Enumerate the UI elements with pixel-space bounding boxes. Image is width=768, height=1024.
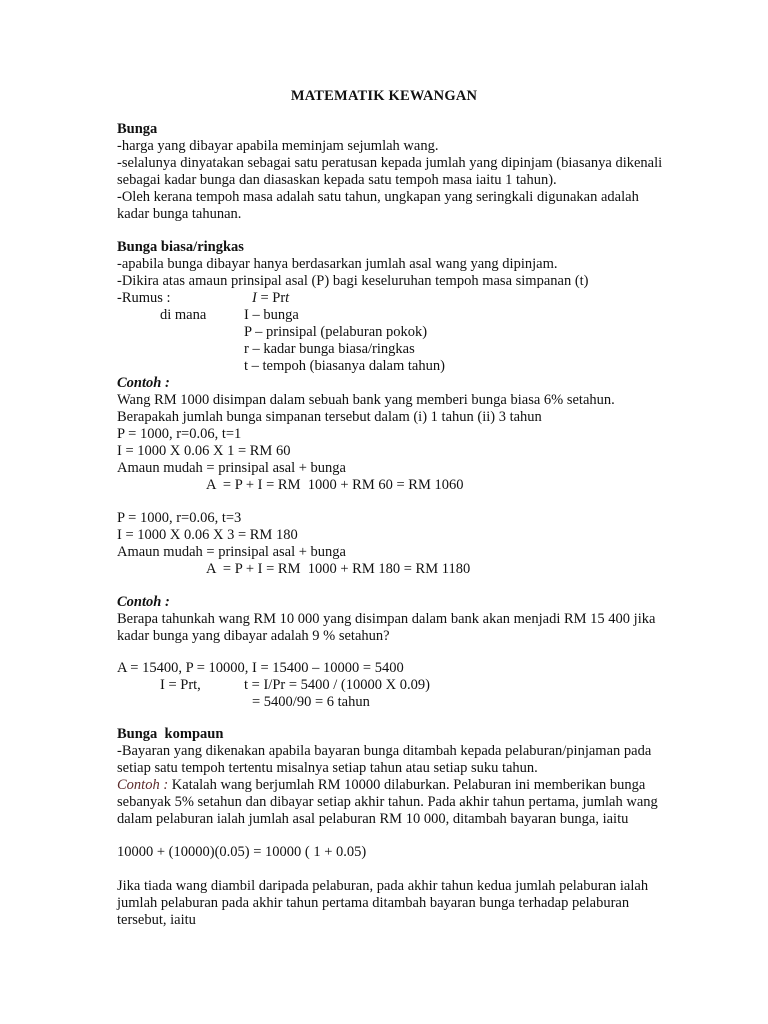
text-line: tersebut, iaitu xyxy=(117,912,196,928)
text-line: I = 1000 X 0.06 X 3 = RM 180 xyxy=(117,527,298,543)
text-line: Amaun mudah = prinsipal asal + bunga xyxy=(117,460,346,476)
text-line: Berapakah jumlah bunga simpanan tersebut dalam (i) 1 tahun (ii) 3 tahun xyxy=(117,409,542,425)
formula-lhs: I xyxy=(252,290,257,306)
text-line: kadar bunga tahunan. xyxy=(117,206,242,222)
formula-simple-interest xyxy=(252,290,289,307)
definition-line: r – kadar bunga biasa/ringkas xyxy=(244,341,415,357)
result-line: A = P + I = RM 1000 + RM 180 = RM 1180 xyxy=(206,561,471,577)
text-line: I = 1000 X 0.06 X 1 = RM 60 xyxy=(117,443,291,459)
definition-line: t – tempoh (biasanya dalam tahun) xyxy=(244,358,445,374)
text-line: sebanyak 5% setahun dan dibayar setiap akhir tahun. Pada akhir tahun pertama, jumlah wang xyxy=(117,794,658,810)
page-title: MATEMATIK KEWANGAN xyxy=(290,88,478,104)
text-line: Berapa tahunkah wang RM 10 000 yang disimpan dalam bank akan menjadi RM 15 400 jika xyxy=(117,611,656,627)
text-line: -apabila bunga dibayar hanya berdasarkan jumlah asal wang yang dipinjam. xyxy=(117,256,558,272)
text-line: -harga yang dibayar apabila meminjam sejumlah wang. xyxy=(117,138,439,154)
contoh-label: Contoh : xyxy=(117,375,170,391)
equation-line: 10000 + (10000)(0.05) = 10000 ( 1 + 0.05) xyxy=(117,844,367,860)
section-heading-bunga-biasa: Bunga biasa/ringkas xyxy=(117,239,244,255)
text-line: -selalunya dinyatakan sebagai satu peratusan kepada jumlah yang dipinjam (biasanya dikenali xyxy=(117,155,663,171)
rumus-label: -Rumus : xyxy=(117,290,171,306)
text-line: P = 1000, r=0.06, t=3 xyxy=(117,510,242,526)
calc-line: I = Prt, xyxy=(160,677,201,693)
contoh-label: Contoh : xyxy=(117,594,170,610)
section-heading-bunga: Bunga xyxy=(117,121,158,137)
text-line: Amaun mudah = prinsipal asal + bunga xyxy=(117,544,346,560)
result-line: A = P + I = RM 1000 + RM 60 = RM 1060 xyxy=(206,477,464,493)
text-line: kadar bunga yang dibayar adalah 9 % setahun? xyxy=(117,628,390,644)
contoh-label: Contoh : xyxy=(117,777,169,793)
text-line: Wang RM 1000 disimpan dalam sebuah bank yang memberi bunga biasa 6% setahun. xyxy=(117,392,615,408)
text-line: -Bayaran yang dikenakan apabila bayaran bunga ditambah kepada pelaburan/pinjaman pada xyxy=(117,743,652,759)
text-line: Jika tiada wang diambil daripada pelaburan, pada akhir tahun kedua jumlah pelaburan ialah xyxy=(117,878,649,894)
section-heading-bunga-kompaun: Bunga kompaun xyxy=(117,726,224,742)
text-line: setiap satu tempoh tertentu misalnya setiap tahun atau setiap suku tahun. xyxy=(117,760,538,776)
text-line: jumlah pelaburan pada akhir tahun pertama ditambah bayaran bunga terhadap pelaburan xyxy=(117,895,630,911)
contoh-text: Katalah wang berjumlah RM 10000 dilaburkan. Pelaburan ini memberikan bunga xyxy=(168,777,646,793)
text-line: dalam pelaburan ialah jumlah asal pelaburan RM 10 000, ditambah bayaran bunga, iaitu xyxy=(117,811,629,827)
text-line: -Oleh kerana tempoh masa adalah satu tahun, ungkapan yang seringkali digunakan adalah xyxy=(117,189,639,205)
formula-mid: = Pr xyxy=(256,290,286,306)
text-line: sebagai kadar bunga dan diasaskan kepada satu tempoh masa iaitu 1 tahun). xyxy=(117,172,557,188)
dimana-label: di mana xyxy=(160,307,207,323)
text-line: P = 1000, r=0.06, t=1 xyxy=(117,426,242,442)
text-line: -Dikira atas amaun prinsipal asal (P) bagi keseluruhan tempoh masa simpanan (t) xyxy=(117,273,589,289)
formula-t: t xyxy=(285,290,290,306)
definition-line: I – bunga xyxy=(244,307,299,323)
contoh-line xyxy=(117,777,645,794)
calc-line: = 5400/90 = 6 tahun xyxy=(252,694,370,710)
calc-line: t = I/Pr = 5400 / (10000 X 0.09) xyxy=(244,677,430,693)
calc-line: A = 15400, P = 10000, I = 15400 – 10000 = 5400 xyxy=(117,660,404,676)
definition-line: P – prinsipal (pelaburan pokok) xyxy=(244,324,428,340)
